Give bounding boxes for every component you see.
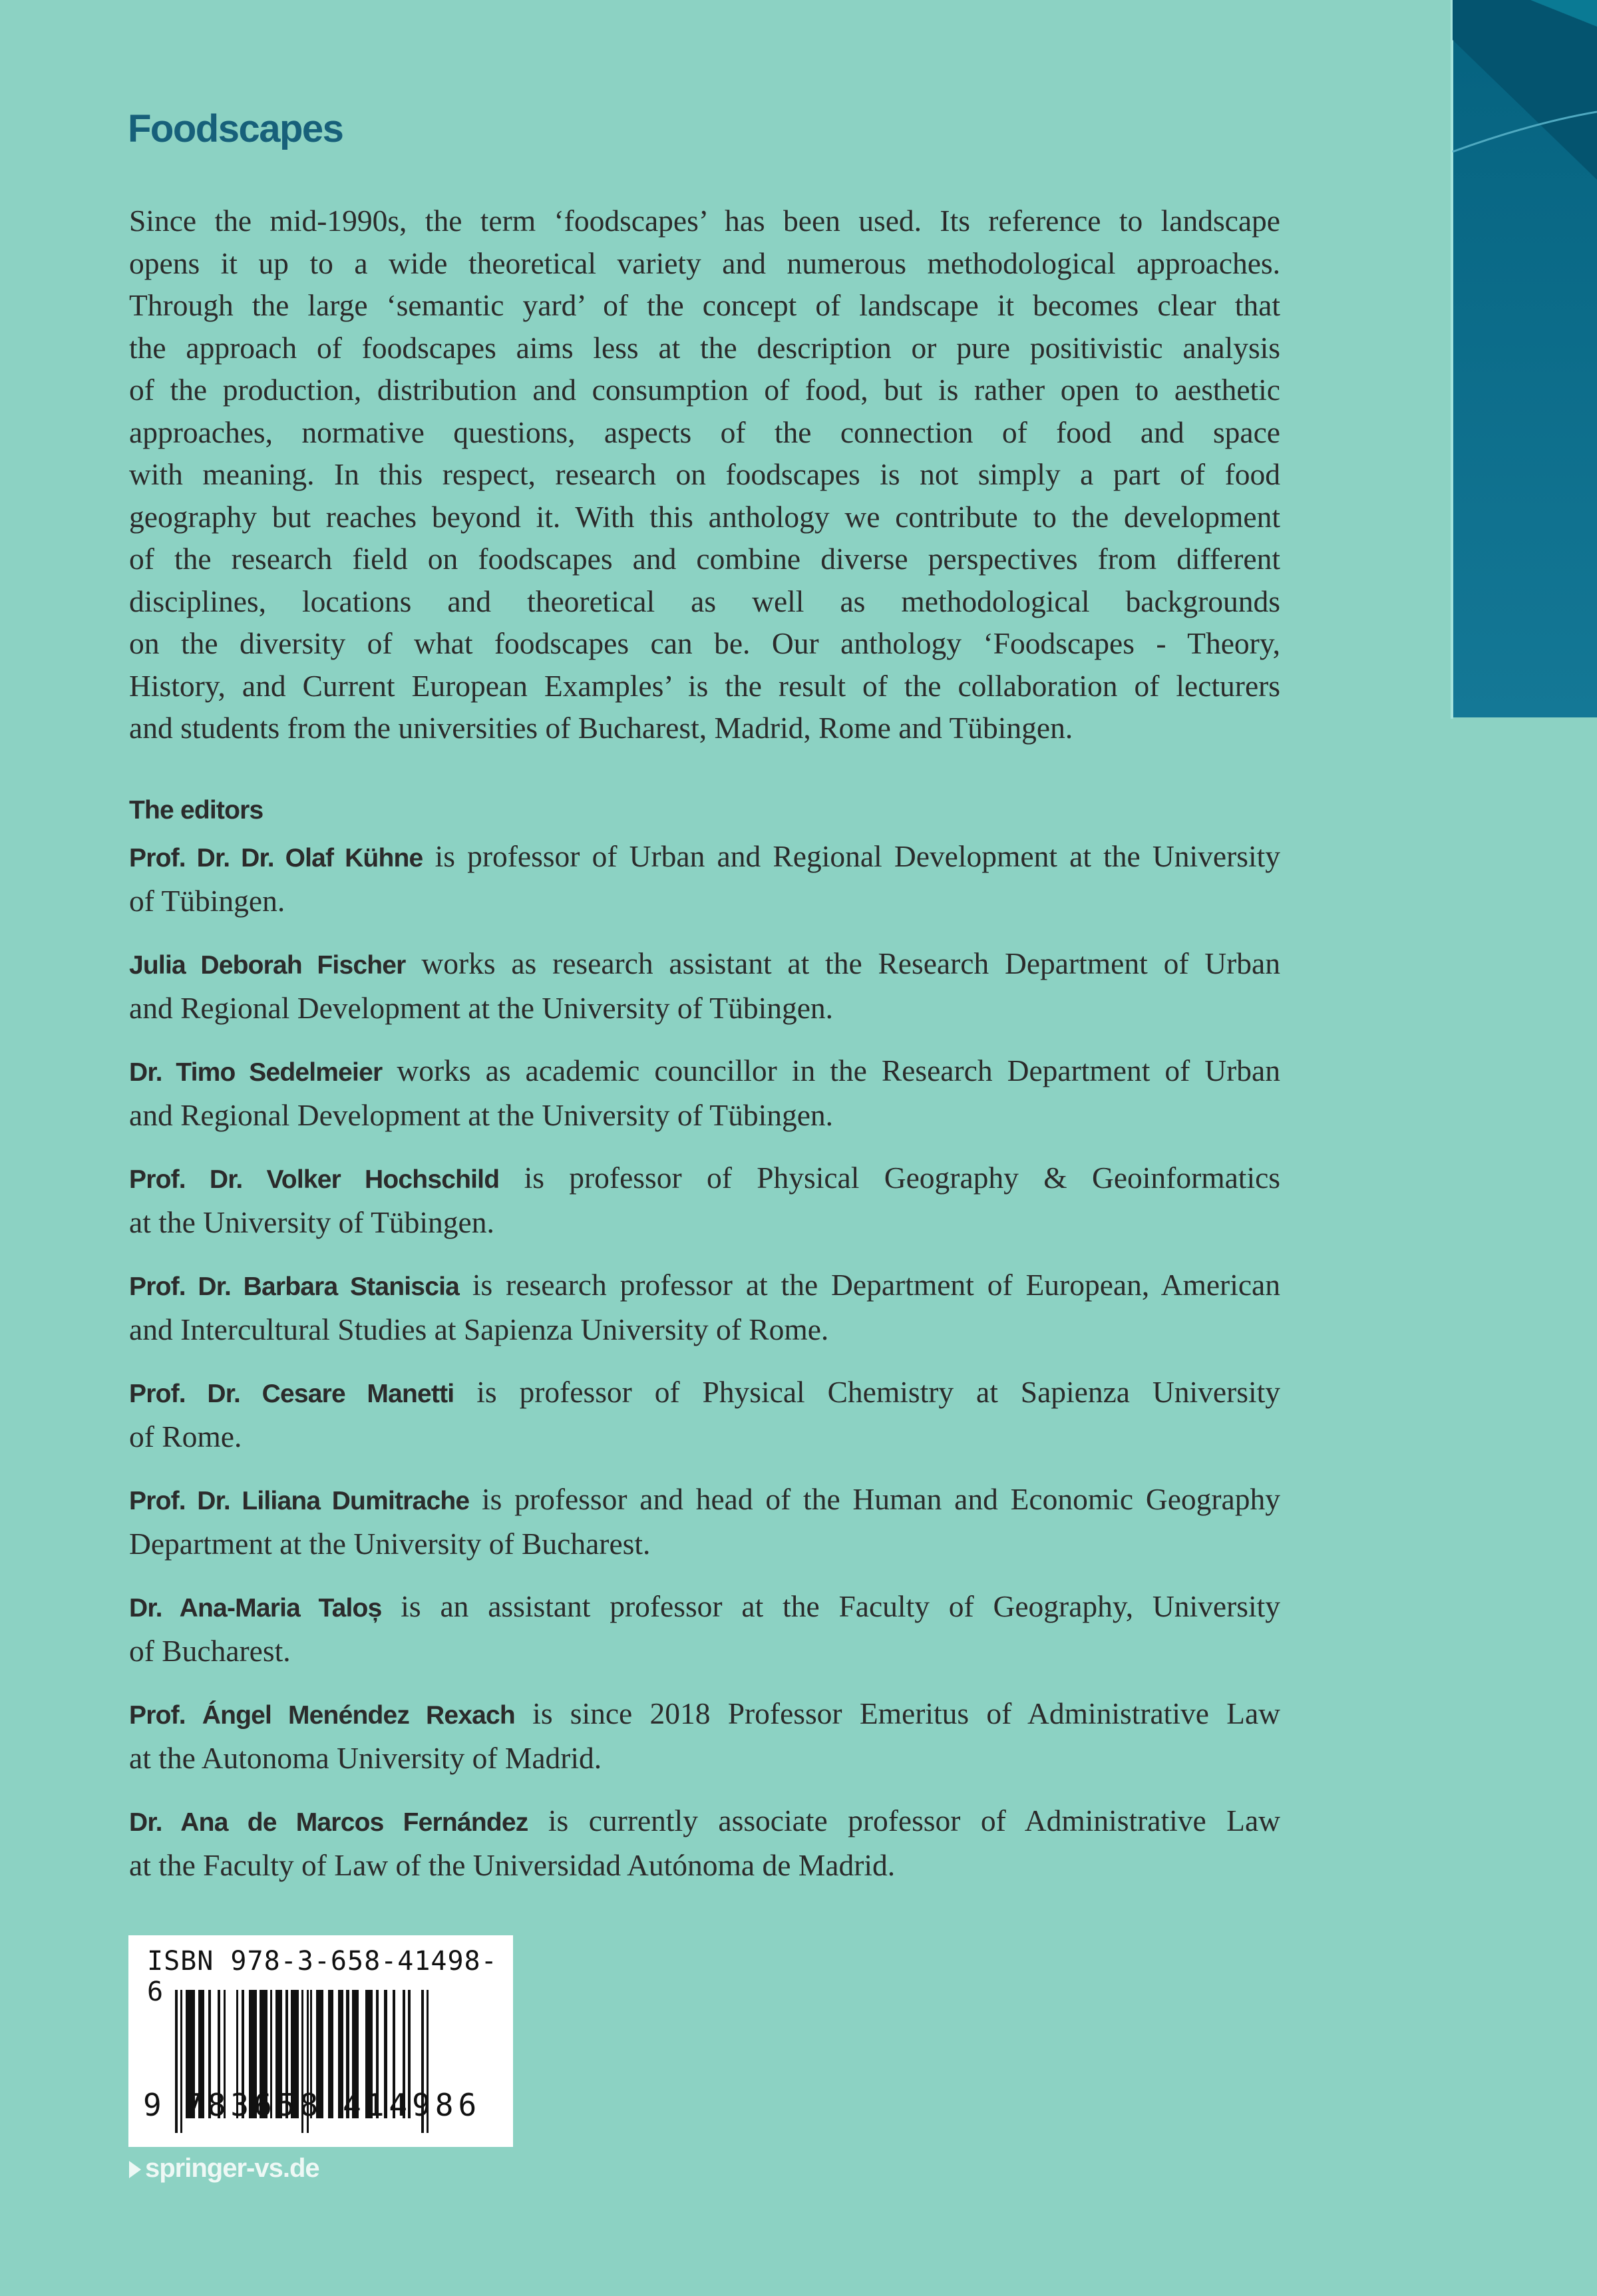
editor-line-1 [129, 1800, 1280, 1844]
editor-line-2: at the Faculty of Law of the Universidad Autónoma de Madrid. [129, 1847, 896, 1882]
blurb-line: of the research field on foodscapes and combine diverse perspectives from different [129, 542, 1280, 576]
editor-description: is research professor at the Department of European, American [459, 1268, 1280, 1302]
editor-line-1 [129, 1371, 1280, 1416]
editor-entry [129, 835, 1280, 922]
editor-description: is professor of Physical Geography & Geoinformatics [499, 1161, 1280, 1195]
play-arrow-icon [129, 2161, 141, 2178]
blurb-line: approaches, normative questions, aspects of the connection of food and space [129, 415, 1280, 449]
barcode-digit-first: 9 [143, 2087, 162, 2123]
blurb-line: the approach of foodscapes aims less at the description or pure positivistic analysis [129, 330, 1280, 365]
editor-line-1 [129, 1157, 1280, 1201]
blurb-line: with meaning. In this respect, research on foodscapes is not simply a part of food [129, 457, 1280, 491]
blurb-line: on the diversity of what foodscapes can be. Our anthology ‘Foodscapes - Theory, [129, 626, 1280, 660]
editor-line-1 [129, 1585, 1280, 1630]
editor-description: is an assistant professor at the Faculty of Geography, University [381, 1589, 1280, 1623]
barcode-bar [175, 1990, 178, 2133]
blurb-line: Through the large ‘semantic yard’ of the concept of landscape it becomes clear that [129, 288, 1280, 322]
editor-line-2: of Rome. [129, 1419, 242, 1453]
editor-name: Dr. Ana-Maria Taloș [129, 1594, 382, 1623]
barcode-bar [180, 1990, 182, 2133]
barcode-digits-left: 783658 [184, 2087, 323, 2123]
editor-entry [129, 1157, 1280, 1243]
blurb-line: disciplines, locations and theoretical as well as methodological backgrounds [129, 584, 1280, 618]
editor-entry [129, 1371, 1280, 1457]
blurb-line: Since the mid-1990s, the term ‘foodscapes’ has been used. Its reference to landscape [129, 204, 1280, 238]
website-link[interactable] [129, 2154, 319, 2184]
editor-name: Dr. Ana de Marcos Fernández [129, 1808, 528, 1837]
barcode-bar [328, 1990, 333, 2118]
editor-line-2: and Intercultural Studies at Sapienza University of Rome. [129, 1312, 829, 1346]
editor-description: works as academic councillor in the Research Department of Urban [382, 1053, 1281, 1087]
editor-entry [129, 1264, 1280, 1350]
editor-entry [129, 1585, 1280, 1672]
website-text: springer-vs.de [145, 2154, 319, 2183]
editor-name: Prof. Dr. Cesare Manetti [129, 1380, 454, 1408]
editor-line-2: of Tübingen. [129, 883, 285, 918]
editor-description: works as research assistant at the Research Department of Urban [405, 946, 1280, 980]
blurb-paragraph [129, 200, 1280, 749]
editor-line-1 [129, 1692, 1280, 1737]
editor-line-2: and Regional Development at the University of Tübingen. [129, 1097, 834, 1132]
editor-name: Prof. Dr. Barbara Staniscia [129, 1272, 460, 1301]
editor-line-2: of Bucharest. [129, 1633, 291, 1668]
editors-heading: The editors [129, 796, 264, 825]
isbn-label: ISBN 978-3-658-41498-6 [147, 1946, 498, 2007]
editor-name: Dr. Timo Sedelmeier [129, 1058, 383, 1087]
blurb-line: and students from the universities of Bucharest, Madrid, Rome and Tübingen. [129, 711, 1073, 745]
editor-name: Prof. Dr. Dr. Olaf Kühne [129, 844, 423, 872]
editor-line-1 [129, 1264, 1280, 1308]
editor-description: is professor of Physical Chemistry at Sapienza University [454, 1375, 1280, 1409]
barcode-digits-right: 414986 [343, 2087, 482, 2123]
blurb-line: opens it up to a wide theoretical variety and numerous methodological approaches. [129, 246, 1280, 280]
editor-entry [129, 942, 1280, 1029]
editor-name: Prof. Ángel Menéndez Rexach [129, 1701, 515, 1730]
editor-name: Julia Deborah Fischer [129, 951, 406, 980]
editor-line-2: and Regional Development at the University of Tübingen. [129, 990, 834, 1025]
blurb-line: geography but reaches beyond it. With this anthology we contribute to the development [129, 499, 1280, 534]
editors-list [129, 835, 1280, 1907]
editor-line-1 [129, 835, 1280, 880]
editor-entry [129, 1478, 1280, 1565]
editor-entry [129, 1050, 1280, 1136]
editor-line-2: at the University of Tübingen. [129, 1205, 494, 1239]
blurb-line: History, and Current European Examples’ is the result of the collaboration of lecturers [129, 668, 1280, 703]
editor-description: is professor of Urban and Regional Development at the University [423, 839, 1280, 873]
editor-description: is since 2018 Professor Emeritus of Administrative Law [514, 1696, 1280, 1730]
editor-description: is professor and head of the Human and Economic Geography [469, 1482, 1280, 1516]
editor-line-2: at the Autonoma University of Madrid. [129, 1740, 602, 1775]
blurb-line: of the production, distribution and consumption of food, but is rather open to aesthetic [129, 373, 1280, 407]
book-title: Foodscapes [128, 107, 343, 150]
cover-decoration-panel [1451, 0, 1597, 719]
editor-line-1 [129, 1050, 1280, 1094]
editor-name: Prof. Dr. Volker Hochschild [129, 1165, 500, 1194]
editor-entry [129, 1692, 1280, 1779]
editor-line-2: Department at the University of Bucharest. [129, 1526, 651, 1561]
editor-line-1 [129, 1478, 1280, 1523]
editor-description: is currently associate professor of Administrative Law [528, 1804, 1280, 1837]
editor-line-1 [129, 942, 1280, 987]
editor-name: Prof. Dr. Liliana Dumitrache [129, 1487, 470, 1515]
isbn-barcode [128, 1935, 513, 2147]
editor-entry [129, 1800, 1280, 1886]
